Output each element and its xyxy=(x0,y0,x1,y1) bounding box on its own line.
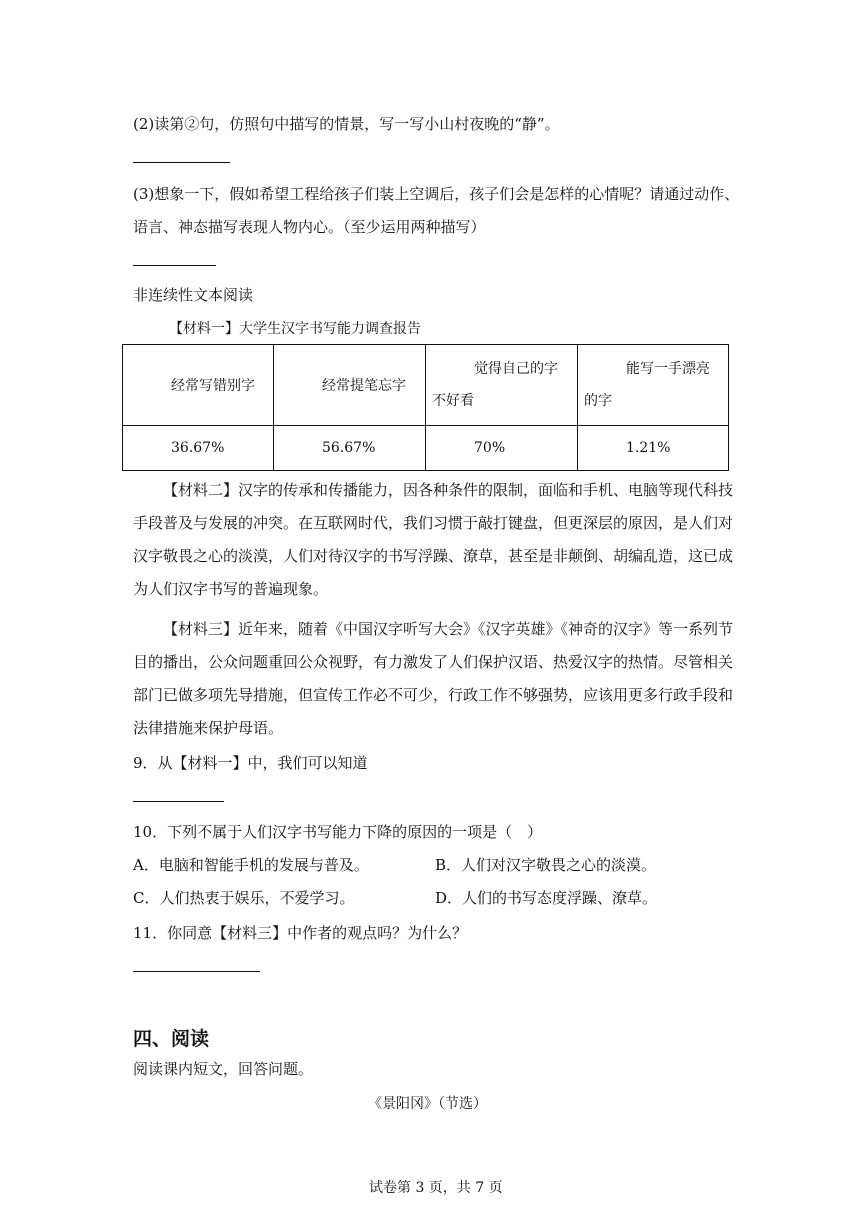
option-a[interactable]: A．电脑和智能手机的发展与普及。 xyxy=(133,856,369,874)
cell-value: 1.21% xyxy=(626,440,671,456)
table-header-row xyxy=(123,345,729,426)
question-3-line2: 语言、神态描写表现人物内心。（至少运用两种描写） xyxy=(133,218,486,236)
header-text: 经常写错别字 xyxy=(171,378,255,394)
section-4-title: 四、阅读 xyxy=(133,1028,210,1050)
header-text: 能写一手漂亮 xyxy=(626,361,710,377)
table-cell xyxy=(426,426,578,471)
table-cell xyxy=(123,426,274,471)
section-4-instruction: 阅读课内短文，回答问题。 xyxy=(133,1060,314,1078)
section-noncontinuous-heading: 非连续性文本阅读 xyxy=(133,286,254,304)
question-2: (2)读第②句，仿照句中描写的情景，写一写小山村夜晚的“静”。 xyxy=(133,115,560,133)
table-header-cell xyxy=(274,345,426,426)
table-header-cell xyxy=(123,345,274,426)
header-text: 的字 xyxy=(584,393,612,409)
material-1-title: 【材料一】大学生汉字书写能力调查报告 xyxy=(169,321,421,337)
answer-line-q3[interactable] xyxy=(133,265,216,266)
material-3-paragraph: 【材料三】近年来，随着《中国汉字听写大会》《汉字英雄》《神奇的汉字》等一系列节目的播出，公众问题重回公众视野，有力激发了人们保护汉语、热爱汉字的热情。尽管相关部门已做多项先导措施，但宣传工作必不可少，行政工作不够强势，应该用更多行政手段和法律措施来保护母语。 xyxy=(133,620,734,737)
passage-title: 《景阳冈》（节选） xyxy=(368,1096,487,1112)
header-text: 经常提笔忘字 xyxy=(322,378,406,394)
question-11: 11．你同意【材料三】中作者的观点吗？为什么？ xyxy=(133,924,468,942)
question-3-line1: (3)想象一下，假如希望工程给孩子们装上空调后，孩子们会是怎样的心情呢？请通过动作、 xyxy=(133,185,740,203)
answer-line-q11[interactable] xyxy=(133,971,260,972)
page-footer: 试卷第 3 页，共 7 页 xyxy=(369,1180,503,1196)
question-10: 10．下列不属于人们汉字书写能力下降的原因的一项是（ ） xyxy=(133,823,543,841)
table-row xyxy=(123,426,729,471)
table-cell xyxy=(274,426,426,471)
cell-value: 36.67% xyxy=(171,440,225,456)
survey-table xyxy=(122,344,729,471)
header-text: 不好看 xyxy=(432,393,474,409)
table-cell xyxy=(578,426,729,471)
table-header-cell xyxy=(578,345,729,426)
option-b[interactable]: B．人们对汉字敬畏之心的淡漠。 xyxy=(435,856,657,874)
option-d[interactable]: D．人们的书写态度浮躁、潦草。 xyxy=(435,889,658,907)
table-header-cell xyxy=(426,345,578,426)
header-text: 觉得自己的字 xyxy=(474,361,558,377)
cell-value: 70% xyxy=(474,440,506,456)
answer-line-q9[interactable] xyxy=(133,801,224,802)
option-c[interactable]: C．人们热衷于娱乐，不爱学习。 xyxy=(133,889,355,907)
question-9: 9．从【材料一】中，我们可以知道 xyxy=(133,754,368,772)
answer-line-q2[interactable] xyxy=(133,162,230,163)
material-2-paragraph: 【材料二】汉字的传承和传播能力，因各种条件的限制，面临和手机、电脑等现代科技手段普及与发展的冲突。在互联网时代，我们习惯于敲打键盘，但更深层的原因，是人们对汉字敬畏之心的淡漠，人们对待汉字的书写浮躁、潦草，甚至是非颠倒、胡编乱造，这已成为人们汉字书写的普遍现象。 xyxy=(133,481,734,598)
cell-value: 56.67% xyxy=(322,440,376,456)
